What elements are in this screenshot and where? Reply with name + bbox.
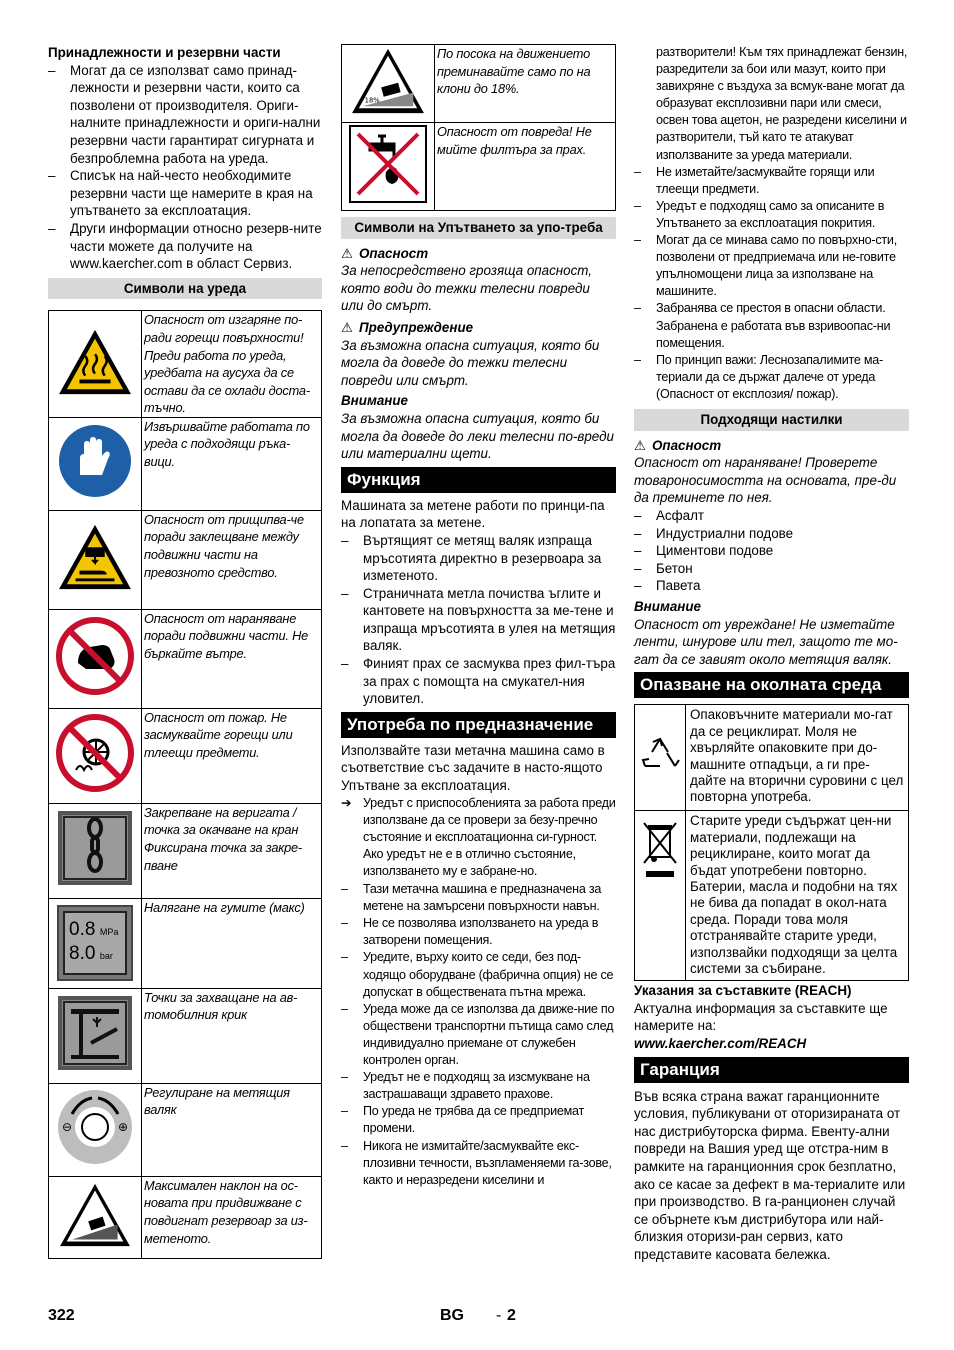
environment-heading: Опазване на околната среда	[634, 672, 909, 698]
list-item: – Никога не измитайте/засмуквайте екс-плозивни течности, възпламеняеми га-зове, както и неразредени киселини и	[341, 1138, 616, 1189]
protective-gloves-icon	[49, 417, 142, 510]
list-item: – Други информации относно резерв-ните части можете да получите на www.kaercher.com в област Сервиз.	[48, 220, 322, 273]
list-item: – Уредът не е подходящ за изсмукване на застрашаващи здравето прахове.	[341, 1069, 616, 1103]
warning-label: Предупреждение	[359, 319, 474, 335]
intended-use-heading: Употреба по предназначение	[341, 712, 616, 738]
left-column	[48, 44, 322, 1259]
symbol-text: Опасност от изгаряне по-ради горещи повърхности! Преди работа по уреда, уредбата на аусуха да се остави да се охлади доста-тъчно.	[142, 311, 322, 418]
warning-triangle-icon: ⚠	[634, 437, 647, 453]
list-item: – Могат да се използват само принад-лежности и резервни части, които са позволени от производителя. Ориги-налните принадлежности и ориги-нални резервни части гарантират сигурната и безпроблемна работа на уреда.	[48, 62, 322, 168]
list-item: – Въртящият се метящ валяк изпраща мръсотията директно в резервоара за изметеното.	[341, 532, 616, 585]
list-item: – Уреда може да се използва да движе-ние по обществени транспортни пътища само след индивидуално приемане от служебен контролен орган.	[341, 1001, 616, 1069]
warning-triangle-icon: ⚠	[341, 319, 354, 335]
no-reach-in-icon	[49, 609, 142, 708]
symbol-text: Опасност от нараняване поради подвижни части. Не бъркайте вътре.	[142, 609, 322, 708]
pressure-mpa-value: 0.8	[69, 919, 96, 941]
hot-surface-warning-icon	[49, 311, 142, 418]
symbol-text: Закрепване на веригата / точка за окачване на кран Фиксирана точка за закре-пване	[142, 803, 322, 898]
symbols-device-heading: Символи на уреда	[48, 278, 322, 300]
list-item: – Павета	[634, 577, 909, 595]
danger-text: За непосредствено грозяща опасност, която води до тежки телесни повреди или до смърт.	[341, 263, 593, 314]
crush-hazard-icon	[49, 510, 142, 609]
right-column	[634, 44, 909, 1264]
danger-label: Опасност	[359, 245, 429, 261]
symbol-text: Регулиране на метящия валяк	[142, 1083, 322, 1176]
environment-text: Опаковъчните материали мо-гат да се рециклират. Моля не хвърляйте опаковките при до-машните отпадъци, а ги пре-дайте на вторични суровини с цел повторна употреба.	[686, 705, 909, 811]
table-row	[49, 898, 322, 988]
crossed-bin-icon	[635, 811, 686, 981]
list-item: – По уреда не трябва да се предприемат промени.	[341, 1103, 616, 1137]
warranty-heading: Гаранция	[634, 1057, 909, 1083]
list-item: – Могат да се минава само по повърхно-сти, позволени от предприемача или не-говите упълномощени лица за използване на машините.	[634, 232, 909, 300]
list-item: – Тази метачна машина е предназначена за метене на замърсени повърхности навън.	[341, 881, 616, 915]
surfaces-heading: Подходящи настилки	[634, 409, 909, 431]
list-item: – Не изметайте/засмуквайте горящи или тлеещи предмети.	[634, 164, 909, 198]
svg-text:⊕: ⊕	[118, 1120, 129, 1135]
symbol-text: Опасност от прищипва-че поради заклещване между подвижни части на превозното средство.	[142, 510, 322, 609]
slope-percent-label: 18%	[364, 96, 380, 105]
list-item: – Забранява се престоя в опасни области. Забранена е работата във взривоопас-ни помещения.	[634, 300, 909, 351]
function-heading: Функция	[341, 467, 616, 493]
table-row	[635, 811, 909, 981]
reach-text: Актуална информация за съставките ще намерите на:	[634, 1000, 888, 1034]
pressure-bar-unit: bar	[99, 951, 113, 962]
list-item: – Страничната метла почиства ъглите и кантовете на повърхността за ме-тене и изпраща мръсотията в улея на метящия валяк.	[341, 585, 616, 655]
symbol-text: Налягане на гумите (макс)	[142, 898, 322, 988]
safety-list	[634, 164, 909, 403]
list-item: – Уредите, върху които се седи, без под-ходящо оборудване (фабрична опция) не се допускат в обществената пътна мрежа.	[341, 949, 616, 1000]
list-item: – Списък на най-често необходимите резервни части ще намерите в края на упътването за експлоатация.	[48, 167, 322, 220]
chain-lashing-point-icon	[49, 803, 142, 898]
accessories-list	[48, 62, 322, 273]
caution-text: За възможна опасна ситуация, която би могла да доведе до леки телесни по-вреди или материални щети.	[341, 410, 614, 462]
warning-text: За възможна опасна ситуация, която би могла да доведе до тежки телесни повреди или смърт.	[341, 337, 600, 388]
section-number: 2	[507, 1307, 516, 1324]
table-row	[49, 708, 322, 803]
list-item: – Не се позволява използването на уреда в затворени помещения.	[341, 915, 616, 949]
symbol-text: Опасност от пожар. Не засмуквайте горещи или тлеещи предмети.	[142, 708, 322, 803]
warranty-text: Във всяка страна важат гаранционните условия, публикувани от оторизираната от нас дистрибуторска фирма. Евенту-ални повреди на Вашия уред ще отстра-ним в рамките на гаранционния срок безплатно, ако се касае за дефект в ма-териалите или при производство. В га-ранционен случай се обърнете към дистрибутора или най-близкия оторизи-ран сервиз, като представите касовата бележка.	[634, 1088, 906, 1262]
reach-title: Указания за съставките (REACH)	[634, 983, 852, 999]
intended-use-instruction	[341, 795, 616, 880]
continued-text: разтворители! Към тях принадлежат бензин, разредители за бои или мазут, които при завихряне с въздуха за всмук-ване могат да образуват експлозивни пари или смеси, освен това ацетон, не разредени киселини и разтворители, тъй като те атакуват използваните за уреда материали.	[656, 45, 908, 162]
svg-text:⊖: ⊖	[62, 1120, 73, 1135]
table-row	[49, 609, 322, 708]
manual-symbols-heading: Символи на Упътването за упо-треба	[341, 217, 616, 239]
function-list	[341, 532, 616, 708]
table-row	[49, 510, 322, 609]
surfaces-caution-text: Опасност от увреждане! Не изметайте ленти, шнурове или тел, защото те мо-гат да се завият около метящия валяк.	[634, 616, 898, 667]
symbol-text: Точки за захващане на ав-томобилния крик	[142, 988, 322, 1083]
table-row	[49, 1176, 322, 1258]
page-footer	[0, 1307, 954, 1329]
pressure-mpa-unit: MPa	[99, 927, 119, 938]
max-slope-icon	[49, 1176, 142, 1258]
surfaces-danger-text: Опасност от нараняване! Проверете товароносимостта на основата, пре-ди да преминете по нея.	[634, 455, 897, 506]
instruction-text: Уредът с приспособленията за работа преди използване да се провери за безу-пречно състояние и експлоатационна си-гурност. Ако уредът не е в отлично състояние, използването му е забране-но.	[363, 795, 616, 878]
list-item: – По принцип важи: Леснозапалимите ма-териали да се държат далече от уреда (Опасност от експлозия/ пожар).	[634, 352, 909, 403]
table-row	[49, 988, 322, 1083]
table-row	[49, 417, 322, 510]
list-item: – Циментови подове	[634, 542, 909, 560]
tyre-pressure-icon	[49, 898, 142, 988]
page-number: 322	[48, 1307, 75, 1324]
no-burning-objects-icon	[49, 708, 142, 803]
table-row	[342, 45, 616, 123]
language-code: BG	[440, 1307, 464, 1324]
function-intro: Машината за метене работи по принци-па на лопатата за метене.	[341, 497, 605, 531]
surfaces-list	[634, 507, 909, 595]
roller-adjust-icon	[49, 1083, 142, 1176]
environment-text: Старите уреди съдържат цен-ни материали, подлежащи на рециклиране, които могат да бъдат употребени повторно. Батерии, масла и подобни на тях не бива да попадат в окол-ната среда. Поради това моля отстранявайте старите уреди, използвайки подходящи за целта системи за събиране.	[686, 811, 909, 981]
footer-dash: -	[496, 1307, 502, 1324]
pressure-bar-value: 8.0	[69, 943, 96, 965]
arrow-icon: ➔	[341, 795, 352, 810]
intended-use-list	[341, 881, 616, 1189]
warning-triangle-icon: ⚠	[341, 245, 354, 261]
list-item: – Асфалт	[634, 507, 909, 525]
symbol-text: По посока на движението преминавайте само по на клони до 18%.	[435, 45, 616, 123]
table-row	[49, 1083, 322, 1176]
accessories-title: Принадлежности и резервни части	[48, 45, 281, 60]
reach-url[interactable]: www.kaercher.com/REACH	[634, 1036, 807, 1052]
symbol-text: Извършвайте работата по уреда с подходящи ръка-вици.	[142, 417, 322, 510]
slope-warning-icon	[342, 45, 435, 123]
vehicle-symbols-table	[341, 44, 616, 211]
jack-point-icon	[49, 988, 142, 1083]
environment-table	[634, 704, 909, 981]
caution-label: Внимание	[341, 393, 409, 409]
table-row	[635, 705, 909, 811]
table-row	[49, 803, 322, 898]
symbol-text: Опасност от повреда! Не мийте филтъра за прах.	[435, 123, 616, 211]
recycling-icon	[635, 705, 686, 811]
list-item: – Бетон	[634, 560, 909, 578]
list-item: – Финият прах се засмуква през фил-търа за прах с помощта на смукател-ния уловител.	[341, 655, 616, 708]
surfaces-caution-label: Внимание	[634, 598, 702, 614]
list-item: – Индустриални подове	[634, 525, 909, 543]
middle-column	[341, 44, 616, 1189]
surfaces-danger-label: Опасност	[652, 437, 722, 453]
intended-use-intro: Използвайте тази метачна машина само в съответствие със задачите в насто-ящото Упътване за експлоатация.	[341, 742, 605, 794]
table-row	[49, 311, 322, 418]
table-row	[342, 123, 616, 211]
no-wash-filter-icon	[342, 123, 435, 211]
device-symbols-table	[48, 310, 322, 1259]
list-item: – Уредът е подходящ само за описаните в Упътването за експлоатация покрития.	[634, 198, 909, 232]
symbol-text: Максимален наклон на ос-новата при придвижване с повдигнат резервоар за из-метеното.	[142, 1176, 322, 1258]
